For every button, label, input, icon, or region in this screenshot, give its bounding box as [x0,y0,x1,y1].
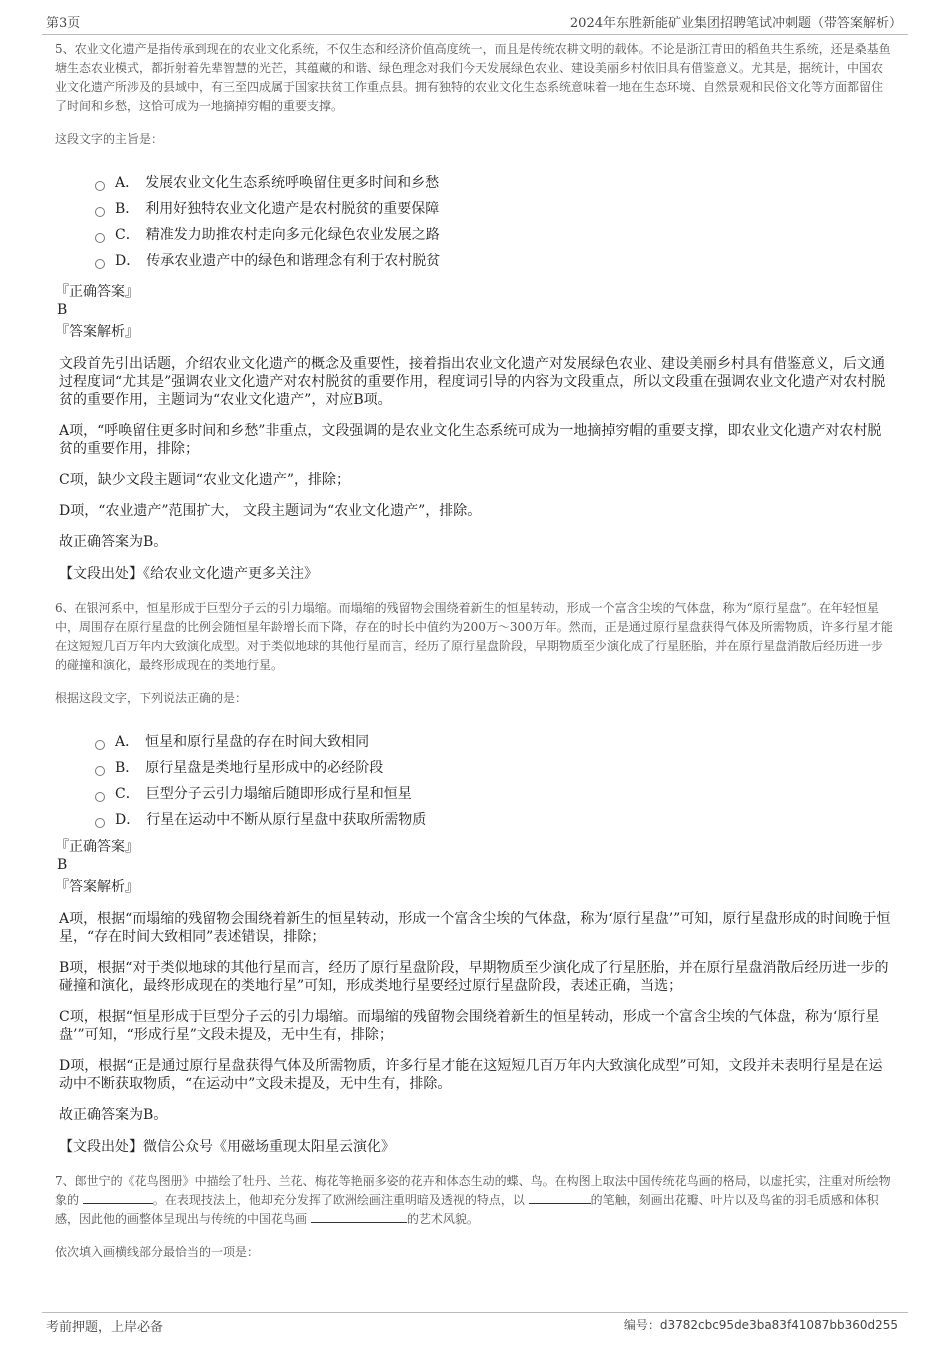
q6-analysis-para: D项，根据“正是通过原行星盘获得气体及所需物质，许多行星才能在这短短几百万年内大致演化成型”可知，文段并未表明行星是在运动中不断获取物质，“在运动中”文段未提及，无中生有，排除。 [59,1058,883,1092]
q6-prompt: 根据这段文字，下列说法正确的是： [55,691,248,705]
q5-analysis-para: C项，缺少文段主题词“农业文化遗产”，排除； [59,472,351,488]
q6-source: 【文段出处】微信公众号《用磁场重现太阳星云演化》 [59,1139,395,1155]
q6-option-a[interactable]: A． 恒星和原行星盘的存在时间大致相同 [95,728,894,754]
q6-option-d[interactable]: D． 行星在运动中不断从原行星盘中获取所需物质 [95,806,894,832]
q6-analysis-para: A项，根据“而塌缩的残留物会围绕着新生的恒星转动，形成一个富含尘埃的气体盘，称为‘原行星盘’”可知，原行星盘形成的时间晚于恒星，“存在时间大致相同”表述错误，排除； [59,911,891,945]
q5-source: 【文段出处】《给农业文化遗产更多关注》 [59,566,318,582]
option-text: 发展农业文化生态系统呼唤留住更多时间和乡愁 [145,175,440,191]
q5-option-b[interactable]: B． 利用好独特农业文化遗产是农村脱贫的重要保障 [95,195,894,221]
option-text: 精准发力助推农村走向多元化绿色农业发展之路 [145,227,440,243]
document-code: 编号：d3782cbc95de3ba83f41087bb360d255 [623,1318,898,1332]
q6-option-b[interactable]: B． 原行星盘是类地行星形成中的必经阶段 [95,754,894,780]
page-header [42,12,908,35]
q6-analysis-para: 故正确答案为B。 [59,1107,168,1123]
question-6 [55,599,894,1156]
q5-prompt: 这段文字的主旨是： [55,132,164,146]
radio-icon[interactable] [95,818,105,828]
q6-options [95,728,894,832]
radio-icon[interactable] [95,207,105,217]
q5-passage: 5、农业文化遗产是指传承到现在的农业文化系统，不仅生态和经济价值高度统一，而且是传统农耕文明的载体。不论是浙江青田的稻鱼共生系统，还是桑基鱼塘生态农业模式，都折射着先辈智慧的光芒，其蕴藏的和谐、绿色理念对我们今天发展绿色农业、建设美丽乡村依旧具有借鉴意义。尤其是，据统计，中国农业文化遗产所涉及的县域中，有三至四成属于国家扶贫工作重点县。拥有独特的农业文化生态系统意味着一地在生态环境、自然景观和民俗文化等方面都留住了时间和乡愁，这恰可成为一地摘掉穷帽的重要支撑。 [55,42,891,113]
option-text: 原行星盘是类地行星形成中的必经阶段 [145,760,384,776]
fill-blank-2[interactable] [529,1191,591,1204]
q6-answer: B [57,857,68,873]
fill-blank-3[interactable] [311,1210,407,1223]
question-7 [55,1172,894,1260]
radio-icon[interactable] [95,792,105,802]
option-text: 传承农业遗产中的绿色和谐理念有利于农村脱贫 [146,253,441,269]
q5-analysis-para: A项，“呼唤留住更多时间和乡愁”非重点，文段强调的是农业文化生态系统可成为一地摘掉穷帽的重要支撑，即农业文化遗产对农村脱贫的重要作用，排除； [59,423,882,457]
q5-answer-heading: 『正确答案』 [55,284,139,300]
q6-answer-heading: 『正确答案』 [55,839,139,855]
footer-slogan: 考前押题，上岸必备 [46,1320,164,1335]
page-number: 第3页 [46,16,81,31]
radio-icon[interactable] [95,181,105,191]
q5-option-c[interactable]: C． 精准发力助推农村走向多元化绿色农业发展之路 [95,221,894,247]
q7-prompt: 依次填入画横线部分最恰当的一项是： [55,1245,260,1259]
option-text: 行星在运动中不断从原行星盘中获取所需物质 [146,812,427,828]
radio-icon[interactable] [95,233,105,243]
radio-icon[interactable] [95,740,105,750]
question-5 [55,40,894,583]
q5-options [95,169,894,273]
page-footer [42,1312,908,1335]
document-title: 2024年东胜新能矿业集团招聘笔试冲刺题（带答案解析） [569,16,902,31]
fill-blank-1[interactable] [83,1191,153,1204]
q6-analysis-heading: 『答案解析』 [55,879,139,895]
option-text: 巨型分子云引力塌缩后随即形成行星和恒星 [145,786,412,802]
q6-analysis-para: C项，根据“恒星形成于巨型分子云的引力塌缩。而塌缩的残留物会围绕着新生的恒星转动，形成一个富含尘埃的气体盘，称为‘原行星盘’”可知，“形成行星”文段未提及，无中生有，排除； [59,1009,880,1043]
radio-icon[interactable] [95,259,105,269]
page-content [55,40,894,1282]
q5-analysis-para: 文段首先引出话题，介绍农业文化遗产的概念及重要性，接着指出农业文化遗产对发展绿色农业、建设美丽乡村具有借鉴意义，后文通过程度词“尤其是”强调农业文化遗产对农村脱贫的重要作用，程度词引导的内容为文段重点，所以文段重在强调农业文化遗产对农村脱贫的重要作用，主题词为“农业文化遗产”，对应B项。 [59,356,886,408]
q7-passage: 7、郎世宁的《花鸟图册》中描绘了牡丹、兰花、梅花等艳丽多姿的花卉和体态生动的蝶、鸟。在构图上取法中国传统花鸟画的格局，以虚托实，注重对所绘物象的 。在表现技法上，他却充分发挥了欧洲绘画注重明暗及透视的特点，以 的笔触，刻画出花瓣、叶片以及鸟雀的羽毛质感和体积感，因此他的画整体呈现出与传统的中国花鸟画 的艺术风貌。 [55,1174,891,1226]
q5-analysis-para: 故正确答案为B。 [59,534,168,550]
option-text: 恒星和原行星盘的存在时间大致相同 [145,734,370,750]
radio-icon[interactable] [95,766,105,776]
q6-passage: 6、在银河系中，恒星形成于巨型分子云的引力塌缩。而塌缩的残留物会围绕着新生的恒星转动，形成一个富含尘埃的气体盘，称为“原行星盘”。在年轻恒星中，周围存在原行星盘的比例会随恒星年龄增长而下降，存在的时长中值约为200万～300万年。然而，正是通过原行星盘获得气体及所需物质，许多行星才能在这短短几百万年内大致演化成型。对于类似地球的其他行星而言，经历了原行星盘阶段，早期物质至少演化成了行星胚胎，并在原行星盘消散后经历进一步的碰撞和演化，最终形成现在的类地行星。 [55,601,893,672]
option-text: 利用好独特农业文化遗产是农村脱贫的重要保障 [145,201,440,217]
q6-analysis-para: B项，根据“对于类似地球的其他行星而言，经历了原行星盘阶段，早期物质至少演化成了行星胚胎，并在原行星盘消散后经历进一步的碰撞和演化，最终形成现在的类地行星”可知，形成类地行星要经过原行星盘阶段，表述正确，当选； [59,960,889,994]
q5-option-a[interactable]: A． 发展农业文化生态系统呼唤留住更多时间和乡愁 [95,169,894,195]
q6-analysis [59,910,894,1124]
q5-option-d[interactable]: D． 传承农业遗产中的绿色和谐理念有利于农村脱贫 [95,247,894,273]
q5-analysis-heading: 『答案解析』 [55,324,139,340]
q5-answer: B [57,302,68,318]
q5-analysis-para: D项，“农业遗产”范围扩大， 文段主题词为“农业文化遗产”，排除。 [59,503,482,519]
q6-option-c[interactable]: C． 巨型分子云引力塌缩后随即形成行星和恒星 [95,780,894,806]
q5-analysis [59,355,894,551]
